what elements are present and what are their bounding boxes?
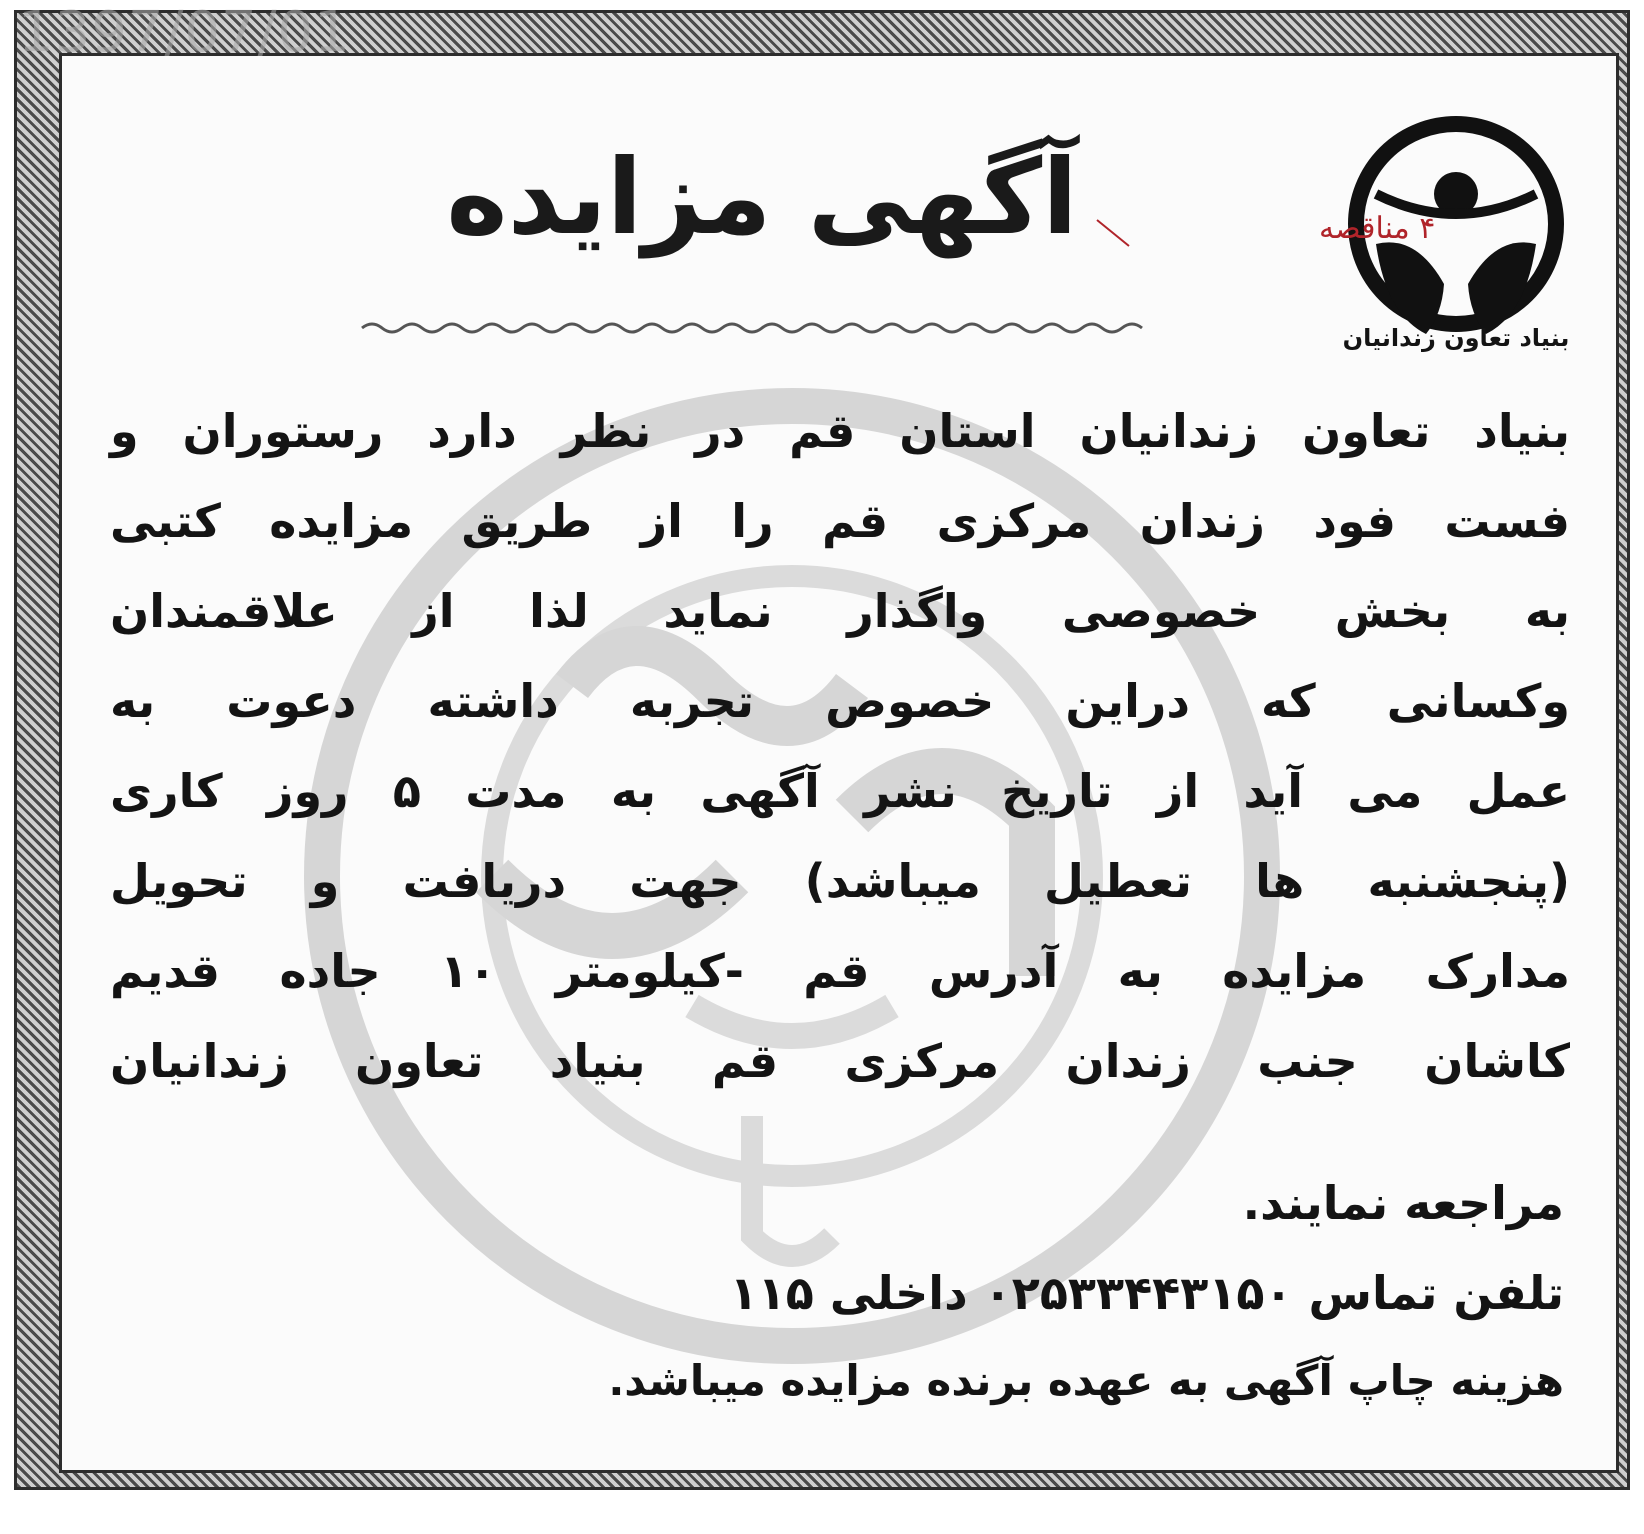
notice-body	[110, 386, 1570, 1106]
body-line: (پنجشنبه ها تعطیل میباشد) جهت دریافت و تحویل	[110, 854, 1570, 908]
date-stamp: 1397/07/01	[18, 0, 351, 65]
contact-phone: تلفن تماس ۰۲۵۳۳۴۴۳۱۵۰ داخلی ۱۱۵	[729, 1266, 1564, 1320]
handwritten-annotation	[1087, 198, 1436, 258]
body-line: فست فود زندان مرکزی قم را از طریق مزایده کتبی	[110, 494, 1570, 548]
body-line: وکسانی که دراین خصوص تجربه داشته دعوت به	[110, 674, 1570, 728]
body-line: به بخش خصوصی واگذار نماید لذا از علاقمندان	[110, 584, 1570, 638]
notice-border	[14, 10, 1630, 1490]
logo-caption: بنیاد تعاون زندانیان	[1342, 324, 1570, 352]
notice-panel	[59, 53, 1619, 1473]
body-line: عمل می آید از تاریخ نشر آگهی به مدت ۵ روز کاری	[110, 764, 1570, 818]
title-divider	[362, 318, 1142, 338]
body-line: بنیاد تعاون زندانیان استان قم در نظر دارد رستوران و	[110, 404, 1570, 458]
body-line: کاشان جنب زندان مرکزی قم بنیاد تعاون زندانیان	[110, 1034, 1570, 1088]
svg-text:۴ مناقصه: ۴ مناقصه	[1319, 211, 1436, 246]
cost-note: هزینه چاپ آگهی به عهده برنده مزایده میباشد.	[608, 1356, 1564, 1405]
page-title: آگهی مزایده	[446, 136, 1078, 258]
closing-line: مراجعه نمایند.	[1242, 1176, 1564, 1230]
body-line: مدارک مزایده به آدرس قم -کیلومتر ۱۰ جاده قدیم	[110, 944, 1570, 998]
